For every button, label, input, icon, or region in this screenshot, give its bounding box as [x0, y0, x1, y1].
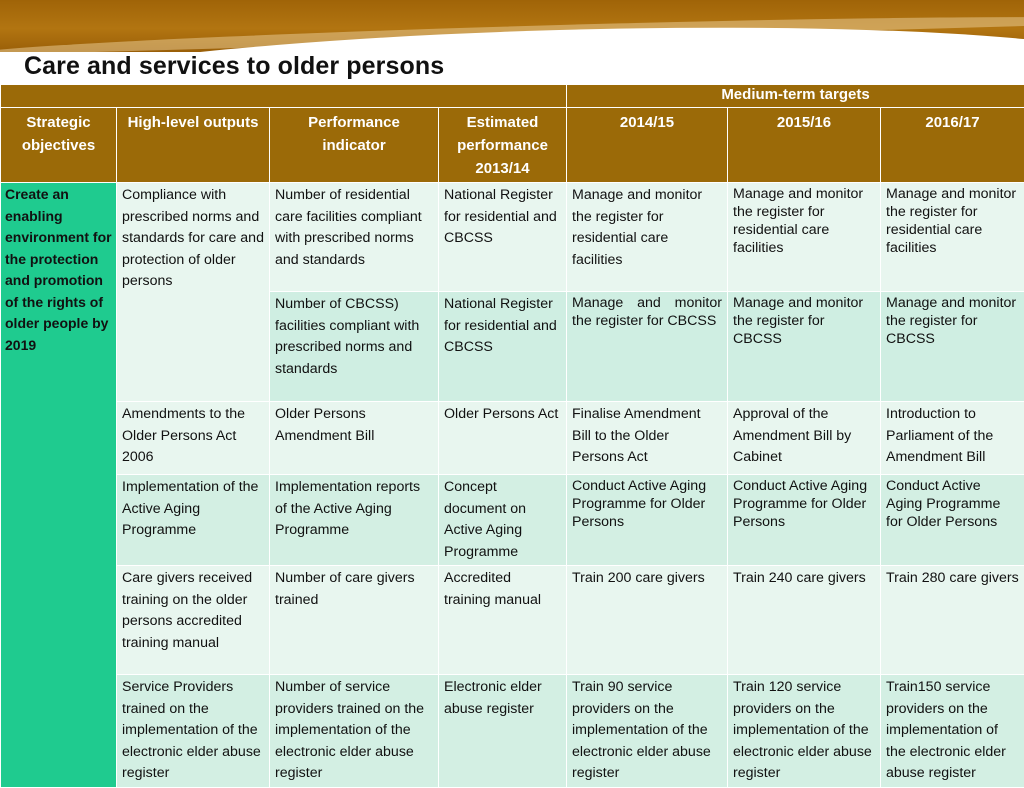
strategic-objective-cell: Create an enabling environment for the protection and promotion of the rights of older people by 2019	[1, 183, 117, 788]
target-2014-15-cell: Manage and monitor the register for CBCSS	[567, 292, 728, 402]
medium-term-targets-header: Medium-term targets	[567, 85, 1024, 108]
table-row	[1, 566, 1024, 675]
header-year-2015-16: 2015/16	[728, 108, 881, 183]
estimated-cell: Concept document on Active Aging Programme	[439, 475, 567, 566]
header-year-2016-17: 2016/17	[881, 108, 1024, 183]
header-high-level-outputs: High-level outputs	[117, 108, 270, 183]
output-cell: Service Providers trained on the implementation of the electronic elder abuse register	[117, 675, 270, 788]
indicator-cell: Number of CBCSS) facilities compliant with prescribed norms and standards	[270, 292, 439, 402]
indicator-cell: Number of care givers trained	[270, 566, 439, 675]
header-band-spacer	[1, 85, 567, 108]
target-2016-17-cell: Manage and monitor the register for CBCSS	[881, 292, 1024, 402]
estimated-cell: National Register for residential and CBCSS	[439, 292, 567, 402]
target-2016-17-cell: Manage and monitor the register for residential care facilities	[881, 183, 1024, 292]
estimated-cell: Older Persons Act	[439, 402, 567, 475]
target-2016-17-cell: Introduction to Parliament of the Amendment Bill	[881, 402, 1024, 475]
target-2014-15-cell: Conduct Active Aging Programme for Older Persons	[567, 475, 728, 566]
header-year-2014-15: 2014/15	[567, 108, 728, 183]
header-row	[1, 108, 1024, 183]
header-estimated-performance: Estimated performance 2013/14	[439, 108, 567, 183]
target-2015-16-cell: Manage and monitor the register for residential care facilities	[728, 183, 881, 292]
indicator-cell: Implementation reports of the Active Aging Programme	[270, 475, 439, 566]
target-2016-17-cell: Conduct Active Aging Programme for Older Persons	[881, 475, 1024, 566]
target-2015-16-cell: Manage and monitor the register for CBCSS	[728, 292, 881, 402]
indicator-cell: Number of service providers trained on the implementation of the electronic elder abuse register	[270, 675, 439, 788]
page-title: Care and services to older persons	[24, 52, 444, 81]
target-2014-15-cell: Train 200 care givers	[567, 566, 728, 675]
target-2016-17-cell: Train150 service providers on the implementation of the electronic elder abuse register	[881, 675, 1024, 788]
target-2015-16-cell: Conduct Active Aging Programme for Older Persons	[728, 475, 881, 566]
output-cell: Implementation of the Active Aging Programme	[117, 475, 270, 566]
table-row	[1, 183, 1024, 292]
target-2015-16-cell: Approval of the Amendment Bill by Cabinet	[728, 402, 881, 475]
table-row	[1, 675, 1024, 788]
estimated-cell: Electronic elder abuse register	[439, 675, 567, 788]
target-2014-15-cell: Manage and monitor the register for residential care facilities	[567, 183, 728, 292]
indicator-cell: Older Persons Amendment Bill	[270, 402, 439, 475]
target-2016-17-cell: Train 280 care givers	[881, 566, 1024, 675]
target-2015-16-cell: Train 240 care givers	[728, 566, 881, 675]
table-row	[1, 402, 1024, 475]
output-cell: Amendments to the Older Persons Act 2006	[117, 402, 270, 475]
target-2015-16-cell: Train 120 service providers on the implementation of the electronic elder abuse register	[728, 675, 881, 788]
top-banner	[0, 0, 1024, 52]
header-strategic-objectives: Strategic objectives	[1, 108, 117, 183]
estimated-cell: Accredited training manual	[439, 566, 567, 675]
header-band-row	[1, 85, 1024, 108]
header-performance-indicator: Performance indicator	[270, 108, 439, 183]
targets-table	[0, 84, 1024, 788]
table-row	[1, 475, 1024, 566]
target-2014-15-cell: Finalise Amendment Bill to the Older Persons Act	[567, 402, 728, 475]
target-2014-15-cell: Train 90 service providers on the implementation of the electronic elder abuse register	[567, 675, 728, 788]
output-cell: Care givers received training on the older persons accredited training manual	[117, 566, 270, 675]
indicator-cell: Number of residential care facilities compliant with prescribed norms and standards	[270, 183, 439, 292]
estimated-cell: National Register for residential and CBCSS	[439, 183, 567, 292]
output-cell: Compliance with prescribed norms and standards for care and protection of older persons	[117, 183, 270, 402]
